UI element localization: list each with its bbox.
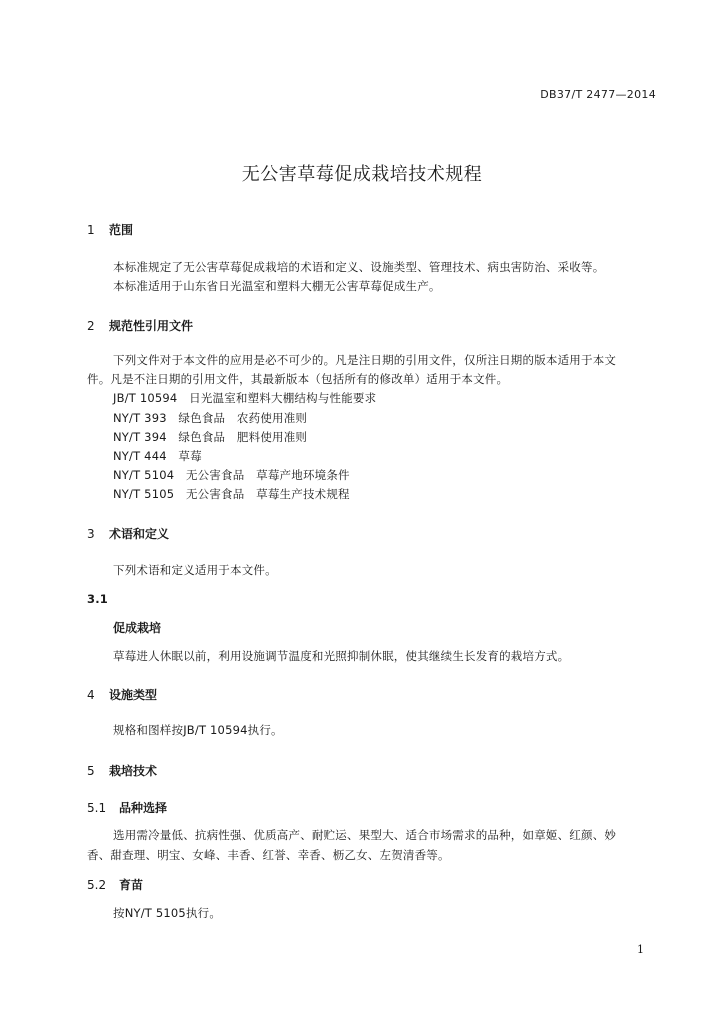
section-title: 术语和定义 bbox=[109, 527, 170, 541]
section-number: 4 bbox=[87, 688, 95, 702]
reference-item: NY/T 444 草莓 bbox=[113, 449, 202, 463]
section-title: 设施类型 bbox=[109, 688, 158, 702]
section-2-heading bbox=[87, 317, 193, 334]
subsection-5-1-line-1: 选用需冷量低、抗病性强、优质高产、耐贮运、果型大、适合市场需求的品种，如章姬、红颜、妙 bbox=[113, 828, 617, 842]
section-3-heading bbox=[87, 525, 169, 542]
subsection-5-1-heading bbox=[87, 799, 167, 816]
term-definition: 草莓进人休眠以前，利用设施调节温度和光照抑制休眠，使其继续生长发育的栽培方式。 bbox=[113, 649, 570, 663]
subsection-title: 育苗 bbox=[119, 878, 144, 892]
document-code: DB37/T 2477—2014 bbox=[540, 88, 656, 101]
section-1-heading bbox=[87, 221, 133, 238]
subsection-number: 5.1 bbox=[87, 801, 107, 815]
reference-item: NY/T 393 绿色食品 农药使用准则 bbox=[113, 411, 308, 425]
reference-item: NY/T 394 绿色食品 肥料使用准则 bbox=[113, 430, 308, 444]
section-1-paragraph-1: 本标准规定了无公害草莓促成栽培的术语和定义、设施类型、管理技术、病虫害防治、采收等。 bbox=[113, 260, 605, 274]
subsection-5-2-paragraph: 按NY/T 5105执行。 bbox=[113, 906, 222, 920]
reference-item: NY/T 5104 无公害食品 草莓产地环境条件 bbox=[113, 468, 350, 482]
section-number: 2 bbox=[87, 319, 95, 333]
section-5-heading bbox=[87, 762, 157, 779]
section-4-paragraph: 规格和图样按JB/T 10594执行。 bbox=[113, 723, 283, 737]
section-title: 栽培技术 bbox=[109, 764, 158, 778]
subsection-3-1-number: 3.1 bbox=[87, 592, 108, 606]
reference-item: JB/T 10594 日光温室和塑料大棚结构与性能要求 bbox=[113, 391, 377, 405]
section-2-intro-line-2: 件。凡是不注日期的引用文件，其最新版本（包括所有的修改单）适用于本文件。 bbox=[87, 372, 509, 386]
term-title: 促成栽培 bbox=[113, 621, 162, 635]
section-number: 3 bbox=[87, 527, 95, 541]
section-1-paragraph-2: 本标准适用于山东省日光温室和塑料大棚无公害草莓促成生产。 bbox=[113, 279, 441, 293]
subsection-5-2-heading bbox=[87, 876, 143, 893]
document-title: 无公害草莓促成栽培技术规程 bbox=[241, 164, 483, 185]
subsection-number: 5.2 bbox=[87, 878, 107, 892]
page-number: 1 bbox=[637, 943, 644, 956]
section-title: 范围 bbox=[109, 223, 134, 237]
section-2-intro-line-1: 下列文件对于本文件的应用是必不可少的。凡是注日期的引用文件，仅所注日期的版本适用于本文 bbox=[113, 353, 617, 367]
subsection-5-1-line-2: 香、甜查理、明宝、女峰、丰香、红誉、幸香、枥乙女、左贺清香等。 bbox=[87, 848, 450, 862]
section-3-paragraph: 下列术语和定义适用于本文件。 bbox=[113, 563, 277, 577]
section-4-heading bbox=[87, 686, 157, 703]
section-number: 5 bbox=[87, 764, 95, 778]
section-number: 1 bbox=[87, 223, 95, 237]
section-title: 规范性引用文件 bbox=[109, 319, 194, 333]
subsection-title: 品种选择 bbox=[119, 801, 168, 815]
reference-item: NY/T 5105 无公害食品 草莓生产技术规程 bbox=[113, 487, 350, 501]
